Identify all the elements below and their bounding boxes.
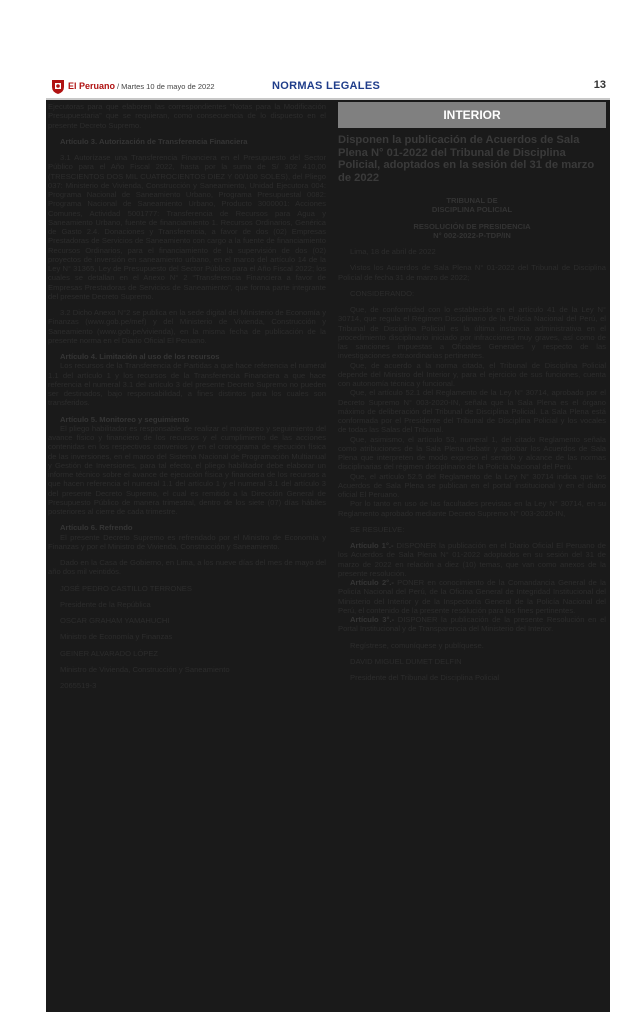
article-1-title: Artículo 1°.- <box>350 541 394 550</box>
article-6-title: Artículo 6. Refrendo <box>60 523 133 533</box>
considerando-paragraph: Que, de acuerdo a la norma citada, el Tribunal de Disciplina Policial depende del Ministro del Interior y, para el ejercicio de sus funciones, cuenta con autonomía técnica y funcional. <box>338 360 606 388</box>
resolution-headline: Disponen la publicación de Acuerdos de Sala Plena N° 01-2022 del Tribunal de Disciplina Policial, adoptados en la sesión del 31 de marzo de 2022 <box>338 134 595 184</box>
article-3-2: 3.2 Dicho Anexo N°2 se publica en la sede digital del Ministerio de Economía y Finanzas (www.gob.pe/mef) y del Ministerio de Vivienda, Construcción y Saneamiento (www.gob.pe/vivienda), en la misma fecha de publicación de la presente norma en el Diario Oficial El Peruano. <box>48 308 326 345</box>
signatory-name: GEINER ALVARADO LÓPEZ <box>60 648 159 658</box>
signatory-name: DAVID MIGUEL DUMET DELFIN <box>350 656 462 666</box>
right-column <box>338 102 606 1002</box>
given-clause: Dado en la Casa de Gobierno, en Lima, a los nueve días del mes de mayo del año dos mil veintidós. <box>48 558 326 577</box>
article-3-1: 3.1 Autorízase una Transferencia Financiera en el Presupuesto del Sector Público para el Año Fiscal 2022, hasta por la suma de S/ 302 410,00 (TRESCIENTOS DOS MIL CUATROCIENTOS DIEZ Y 00/100 SOLES), del Pliego 037: Ministerio de Vivienda, Construcción y Saneamiento, Unidad Ejecutora 004: Programa Nacional de Saneamiento Urbano, Programa Presupuestal 0082: Programa Nacional de Saneamiento Urbano, Producto 3000001: Acciones Comunes, Actividad 5001777: Transferencia de Recursos para Agua y Saneamiento Urbano, fuente de financiamiento 1. Recursos Ordinarios, Genérica de Gasto 2.4. Donaciones y Transferencia, a favor de dos (02) Empresas Prestadoras de Servicios de Saneamiento con cargo a la fuente de financiamiento Recursos Ordinarios, para el financiamiento de la supervisión de dos (02) proyectos de inversión en saneamiento urbano, en el marco del artículo 14 de la Ley N° 31365, Ley de Presupuesto del Sector Público para el Año Fiscal 2022; los cuales se detallan en el Anexo N° 2 “Transferencia Financiera a favor de Empresas Prestadoras de Servicios de Saneamiento”, que forma parte integrante del presente Decreto Supremo. <box>48 153 326 301</box>
article-6-body: El presente Decreto Supremo es refrendado por el Ministro de Economía y Finanzas y por el Ministro de Vivienda, Construcción y Saneamiento. <box>48 532 326 551</box>
article-5-body: El pliego habilitador es responsable de realizar el monitoreo y seguimiento del avance físico y financiero de los recursos y el cumplimiento de las acciones contenidas en los respectivos convenios y en el cronograma de ejecución física de las inversiones, en el marco del Sistema Nacional de Programación Multianual y Gestión de Inversiones, para tal efecto, el pliego habilitador debe elaborar un informe técnico sobre el avance de ejecución física y financiera de los recursos a que hacen referencia el numeral 1.1 del artículo 1 y el numeral 3.1 del artículo 3 del presente Decreto Supremo, el cual es remitido a la Dirección General de Presupuesto Público de manera trimestral, dentro de los siete (07) días hábiles posteriores al cierre de cada trimestre. <box>48 423 326 516</box>
article-1 <box>338 541 606 578</box>
signatory-name: JOSÉ PEDRO CASTILLO TERRONES <box>60 583 192 593</box>
considerando-paragraph: Que, asimismo, el artículo 53, numeral 1, del citado Reglamento señala como atribuciones de la Sala Plena debatir y aprobar los Acuerdos de Sala Plena que interpreten de modo expreso el sentido y alcance de las normas disciplinarias del régimen disciplinario de la Policía Nacional del Perú. <box>338 434 606 472</box>
signatory-name: OSCAR GRAHAM YAMAHUCHI <box>60 616 170 625</box>
resolution-label: RESOLUCIÓN DE PRESIDENCIA <box>413 221 531 231</box>
left-column <box>48 102 326 1002</box>
considerando-paragraph: Que, de conformidad con lo establecido en el artículo 41 de la Ley N° 30714, que regula el Régimen Disciplinario de la Policía Nacional del Perú, el Tribunal de Disciplina Policial es la última instancia administrativa en el procedimiento disciplinario iniciado por infracciones muy graves, así como de las sanciones impuestas a Oficiales Generales y respecto de las investigaciones extraordinarias pertinentes. <box>338 305 606 361</box>
newspaper-page <box>46 76 610 1012</box>
considerando-heading: CONSIDERANDO: <box>350 288 415 298</box>
considerando-paragraph: Que, el artículo 52.5 del Reglamento de la Ley N° 30714 indica que los Acuerdos de Sala Plena se publican en el portal institucional y en el diario oficial El Peruano. <box>338 471 606 499</box>
article-2-body: PONER en conocimiento de la Comandancia General de la Policía Nacional del Perú, de la Oficina General de Integridad Institucional del Ministerio del Interior y de la Inspectoría General de la Policía Nacional del Perú, el contenido de la presente resolución para los fines pertinentes. <box>338 578 606 615</box>
article-2 <box>338 578 606 615</box>
section-banner: INTERIOR <box>338 102 606 128</box>
considerando-paragraph: Que, el artículo 52.1 del Reglamento de la Ley N° 30714, aprobado por el Decreto Supremo N° 003-2020-IN, señala que la Sala Plena es el órgano máximo de deliberación del Tribunal de Disciplina Policial. La Sala Plena está conformada por el Presidente del Tribunal de Disciplina Policial y los vocales de todas las Salas del Tribunal. <box>338 388 606 435</box>
considerando-paragraph: Por lo tanto en uso de las facultades previstas en la Ley N° 30714, en su Reglamento aprobado mediante Decreto Supremo N° 003-2020-IN, <box>338 499 606 518</box>
publication-name: El Peruano <box>68 81 116 91</box>
paragraph: Ejecutoras para que elaboren las correspondientes “Notas para la Modificación Presupuestaria” que se requieran, como consecuencia de lo dispuesto en el presente Decreto Supremo. <box>48 102 326 130</box>
signatory-role: Ministro de Economía y Finanzas <box>60 632 173 642</box>
signatory-role: Presidente del Tribunal de Disciplina Policial <box>350 673 500 682</box>
article-3-title-right: Artículo 3°.- <box>350 615 395 624</box>
resuelve-heading: SE RESUELVE: <box>350 524 405 534</box>
article-3 <box>338 615 606 634</box>
document-code: 2065519-3 <box>60 681 97 690</box>
org-line: DISCIPLINA POLICIAL <box>431 205 513 215</box>
peruano-shield-icon <box>50 79 66 95</box>
signatory-role: Presidente de la República <box>60 599 151 609</box>
article-3-title: Artículo 3. Autorización de Transferencia Financiera <box>60 136 248 146</box>
article-2-title: Artículo 2°.- <box>350 578 394 587</box>
page-header <box>46 76 610 100</box>
resolution-number: N° 002-2022-P-TDP/IN <box>433 230 511 240</box>
page-number: 13 <box>593 79 606 91</box>
signatory-role: Ministro de Vivienda, Construcción y Saneamiento <box>60 664 230 674</box>
article-3-body-right: DISPONER la publicación de la presente Resolución en el Portal Institucional y de Transparencia del Ministerio del Interior. <box>338 615 606 634</box>
article-4-title: Artículo 4. Limitación al uso de los recursos <box>60 352 220 361</box>
article-1-body: DISPONER la publicación en el Diario Oficial El Peruano de los Acuerdos de Sala Plena N° 01-2022 adoptados en su sesión del 31 de marzo de 2022 en relación a diez (10) temas, que van como anexos de la presente resolución. <box>338 541 606 578</box>
section-title: NORMAS LEGALES <box>272 80 381 92</box>
org-line: TRIBUNAL DE <box>446 196 498 205</box>
article-4-body: Los recursos de la Transferencia de Partidas a que hace referencia el numeral 1.1 del artículo 1 y los recursos de la Transferencia Financiera a que hace referencia el numeral 3.1 del artículo 3 del presente Decreto Supremo no pueden ser destinados, bajo responsabilidad, a fines distintos para los cuales son transferidos. <box>48 361 326 408</box>
article-5-title: Artículo 5. Monitoreo y seguimiento <box>60 414 190 424</box>
resolution-date: Lima, 18 de abril de 2022 <box>350 247 436 256</box>
closing-formula: Regístrese, comuníquese y publíquese. <box>350 640 484 650</box>
issue-date: / Martes 10 de mayo de 2022 <box>117 82 215 91</box>
vistos-paragraph: Vistos los Acuerdos de Sala Plena N° 01-2022 del Tribunal de Disciplina Policial de fecha 31 de marzo de 2022; <box>338 263 606 282</box>
